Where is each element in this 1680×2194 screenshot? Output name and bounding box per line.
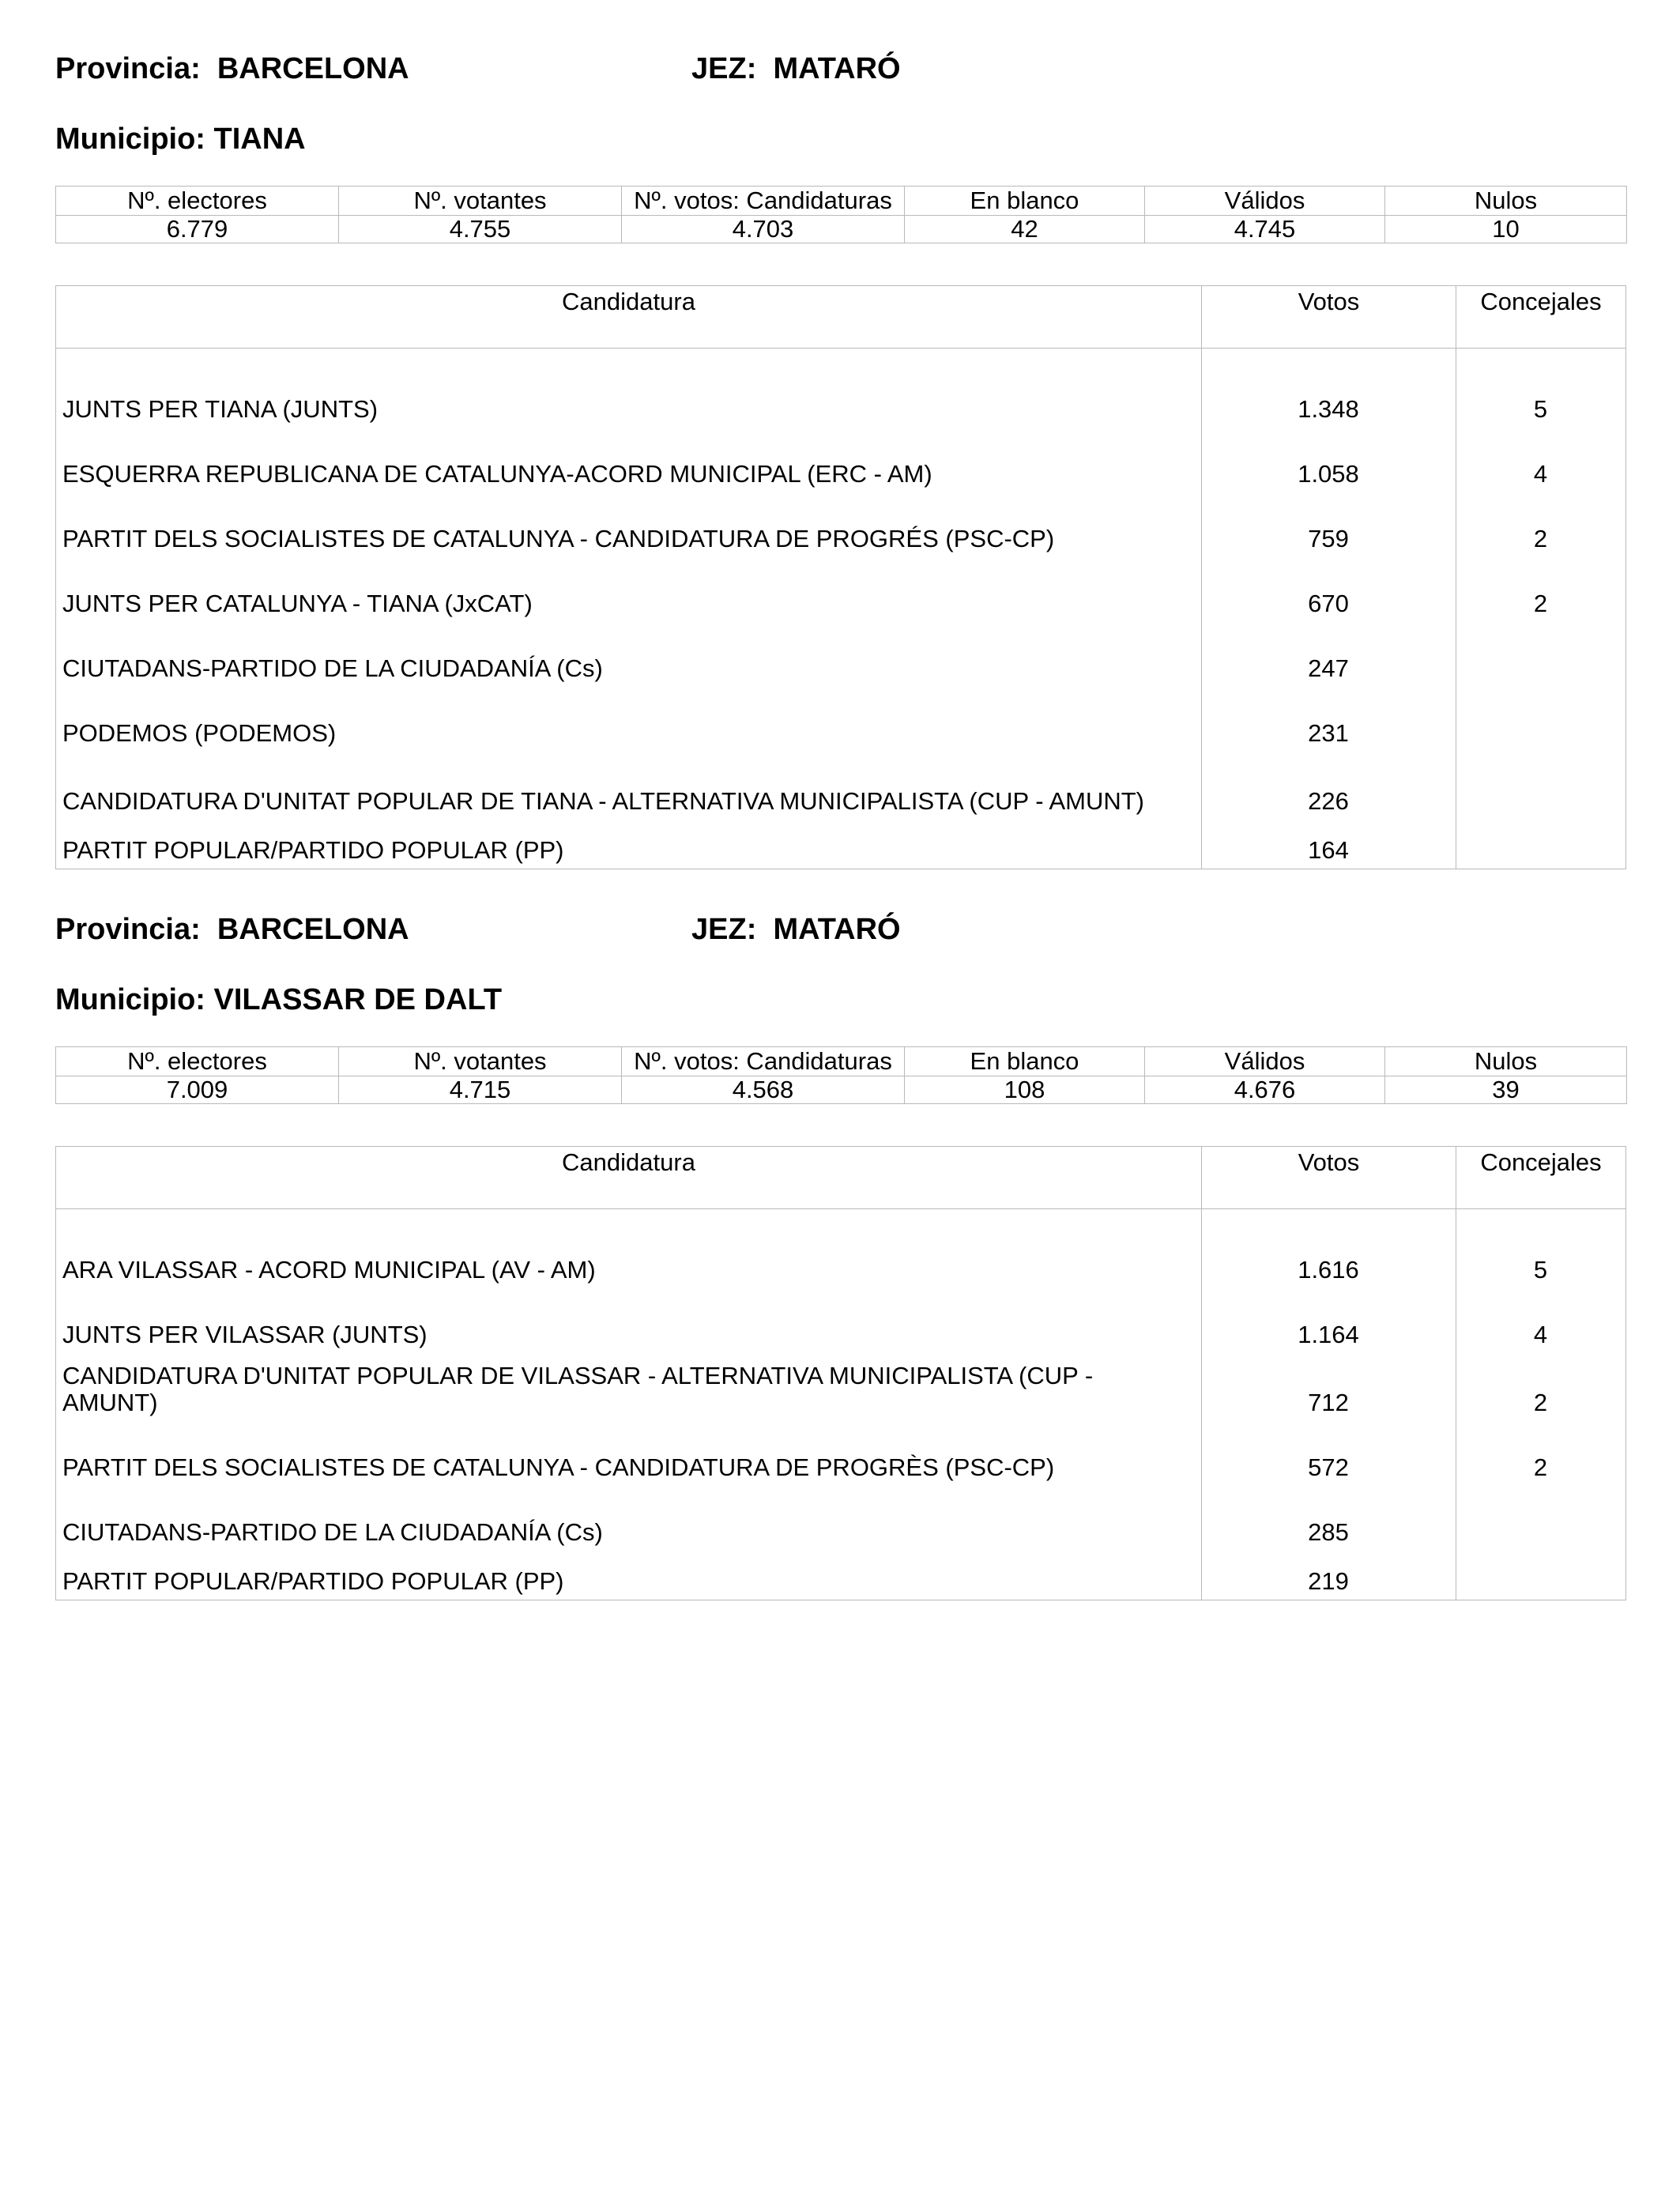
candidate-row bbox=[56, 690, 1625, 755]
candidate-votes: 164 bbox=[1308, 836, 1349, 864]
candidate-votes: 1.616 bbox=[1298, 1256, 1359, 1284]
candidate-name: ARA VILASSAR - ACORD MUNICIPAL (AV - AM) bbox=[62, 1256, 596, 1284]
summary-header-cell: Válidos bbox=[1145, 1047, 1385, 1076]
jez-heading: JEZ: MATARÓ bbox=[691, 52, 901, 85]
candidate-votes: 1.348 bbox=[1298, 395, 1359, 423]
candidatura-column-header: Candidatura bbox=[562, 288, 695, 315]
candidate-row bbox=[56, 1554, 1625, 1600]
candidate-votes: 285 bbox=[1308, 1518, 1349, 1546]
summary-header-cell: Nº. votos: Candidaturas bbox=[622, 187, 905, 216]
summary-header-cell: Nulos bbox=[1385, 187, 1627, 216]
candidate-name: PARTIT POPULAR/PARTIDO POPULAR (PP) bbox=[62, 836, 564, 864]
candidate-name: CANDIDATURA D'UNITAT POPULAR DE VILASSAR - ALTERNATIVA MUNICIPALISTA (CUP - AMUNT) bbox=[62, 1362, 1094, 1416]
summary-value-row bbox=[56, 1076, 1627, 1104]
summary-header-row bbox=[56, 187, 1627, 216]
municipio-heading: Municipio: TIANA bbox=[55, 123, 306, 156]
candidate-seats: 2 bbox=[1533, 525, 1548, 552]
candidate-row bbox=[56, 1489, 1625, 1554]
summary-header-cell: En blanco bbox=[905, 187, 1145, 216]
provincia-heading: Provincia: BARCELONA bbox=[55, 913, 409, 946]
candidatura-column-header: Candidatura bbox=[562, 1148, 695, 1176]
summary-value-cell: 39 bbox=[1385, 1076, 1627, 1104]
summary-value-cell: 4.745 bbox=[1145, 216, 1385, 243]
candidate-votes: 572 bbox=[1308, 1453, 1349, 1481]
candidate-votes: 670 bbox=[1308, 590, 1349, 617]
candidate-row bbox=[56, 823, 1625, 869]
summary-header-row bbox=[56, 1047, 1627, 1076]
candidate-votes: 759 bbox=[1308, 525, 1349, 552]
candidate-name: PARTIT DELS SOCIALISTES DE CATALUNYA - CANDIDATURA DE PROGRÉS (PSC-CP) bbox=[62, 525, 1055, 552]
candidate-row bbox=[56, 1291, 1625, 1356]
summary-value-cell: 7.009 bbox=[56, 1076, 339, 1104]
candidate-name: JUNTS PER TIANA (JUNTS) bbox=[62, 395, 379, 423]
candidate-votes: 247 bbox=[1308, 654, 1349, 682]
candidate-votes: 1.164 bbox=[1298, 1321, 1359, 1348]
summary-value-row bbox=[56, 216, 1627, 243]
candidate-row bbox=[56, 1356, 1625, 1424]
candidate-name: CIUTADANS-PARTIDO DE LA CIUDADANÍA (Cs) bbox=[62, 654, 603, 682]
candidates-table bbox=[55, 285, 1626, 869]
candidate-row bbox=[56, 1209, 1625, 1291]
summary-header-cell: Nº. electores bbox=[56, 1047, 339, 1076]
candidate-row bbox=[56, 431, 1625, 496]
summary-header-cell: Nulos bbox=[1385, 1047, 1627, 1076]
candidate-seats: 2 bbox=[1533, 1453, 1548, 1481]
candidates-header bbox=[56, 1147, 1625, 1209]
summary-header-cell: Nº. electores bbox=[56, 187, 339, 216]
votos-column-header: Votos bbox=[1201, 286, 1456, 348]
summary-header-cell: Nº. votantes bbox=[339, 1047, 622, 1076]
candidate-seats: 2 bbox=[1533, 590, 1548, 617]
summary-header-cell: Válidos bbox=[1145, 187, 1385, 216]
candidates-body bbox=[56, 1209, 1625, 1600]
candidate-name: PARTIT DELS SOCIALISTES DE CATALUNYA - CANDIDATURA DE PROGRÈS (PSC-CP) bbox=[62, 1453, 1055, 1481]
candidate-name: PODEMOS (PODEMOS) bbox=[62, 719, 337, 747]
candidate-votes: 712 bbox=[1308, 1389, 1349, 1416]
municipio-heading: Municipio: VILASSAR DE DALT bbox=[55, 983, 503, 1016]
candidate-seats: 2 bbox=[1533, 1389, 1548, 1416]
candidates-header bbox=[56, 286, 1625, 349]
candidate-seats: 4 bbox=[1533, 460, 1548, 488]
candidate-name: CANDIDATURA D'UNITAT POPULAR DE TIANA - ALTERNATIVA MUNICIPALISTA (CUP - AMUNT) bbox=[62, 787, 1144, 815]
candidate-seats: 5 bbox=[1533, 395, 1548, 423]
summary-value-cell: 10 bbox=[1385, 216, 1627, 243]
summary-value-cell: 6.779 bbox=[56, 216, 339, 243]
candidate-votes: 219 bbox=[1308, 1567, 1349, 1595]
candidate-row bbox=[56, 496, 1625, 560]
candidate-name: JUNTS PER CATALUNYA - TIANA (JxCAT) bbox=[62, 590, 533, 617]
candidate-votes: 226 bbox=[1308, 787, 1349, 815]
candidate-row bbox=[56, 625, 1625, 690]
summary-table bbox=[55, 186, 1627, 243]
candidates-table bbox=[55, 1146, 1626, 1600]
jez-heading: JEZ: MATARÓ bbox=[691, 913, 901, 946]
concejales-column-header: Concejales bbox=[1456, 286, 1625, 348]
candidate-row bbox=[56, 349, 1625, 431]
candidate-name: ESQUERRA REPUBLICANA DE CATALUNYA-ACORD MUNICIPAL (ERC - AM) bbox=[62, 460, 932, 488]
summary-header-cell: En blanco bbox=[905, 1047, 1145, 1076]
provincia-heading: Provincia: BARCELONA bbox=[55, 52, 409, 85]
summary-value-cell: 42 bbox=[905, 216, 1145, 243]
candidate-seats: 5 bbox=[1533, 1256, 1548, 1284]
summary-value-cell: 4.568 bbox=[622, 1076, 905, 1104]
candidate-row bbox=[56, 755, 1625, 823]
candidate-row bbox=[56, 1424, 1625, 1489]
summary-value-cell: 108 bbox=[905, 1076, 1145, 1104]
candidates-body bbox=[56, 349, 1625, 869]
summary-header-cell: Nº. votos: Candidaturas bbox=[622, 1047, 905, 1076]
candidate-name: CIUTADANS-PARTIDO DE LA CIUDADANÍA (Cs) bbox=[62, 1518, 603, 1546]
candidate-name: PARTIT POPULAR/PARTIDO POPULAR (PP) bbox=[62, 1567, 564, 1595]
summary-table bbox=[55, 1046, 1627, 1104]
votos-column-header: Votos bbox=[1201, 1147, 1456, 1208]
concejales-column-header: Concejales bbox=[1456, 1147, 1625, 1208]
candidate-name: JUNTS PER VILASSAR (JUNTS) bbox=[62, 1321, 428, 1348]
candidate-seats: 4 bbox=[1533, 1321, 1548, 1348]
candidate-votes: 1.058 bbox=[1298, 460, 1359, 488]
summary-value-cell: 4.676 bbox=[1145, 1076, 1385, 1104]
candidate-row bbox=[56, 560, 1625, 625]
summary-header-cell: Nº. votantes bbox=[339, 187, 622, 216]
summary-value-cell: 4.715 bbox=[339, 1076, 622, 1104]
summary-value-cell: 4.755 bbox=[339, 216, 622, 243]
summary-value-cell: 4.703 bbox=[622, 216, 905, 243]
candidate-votes: 231 bbox=[1308, 719, 1349, 747]
